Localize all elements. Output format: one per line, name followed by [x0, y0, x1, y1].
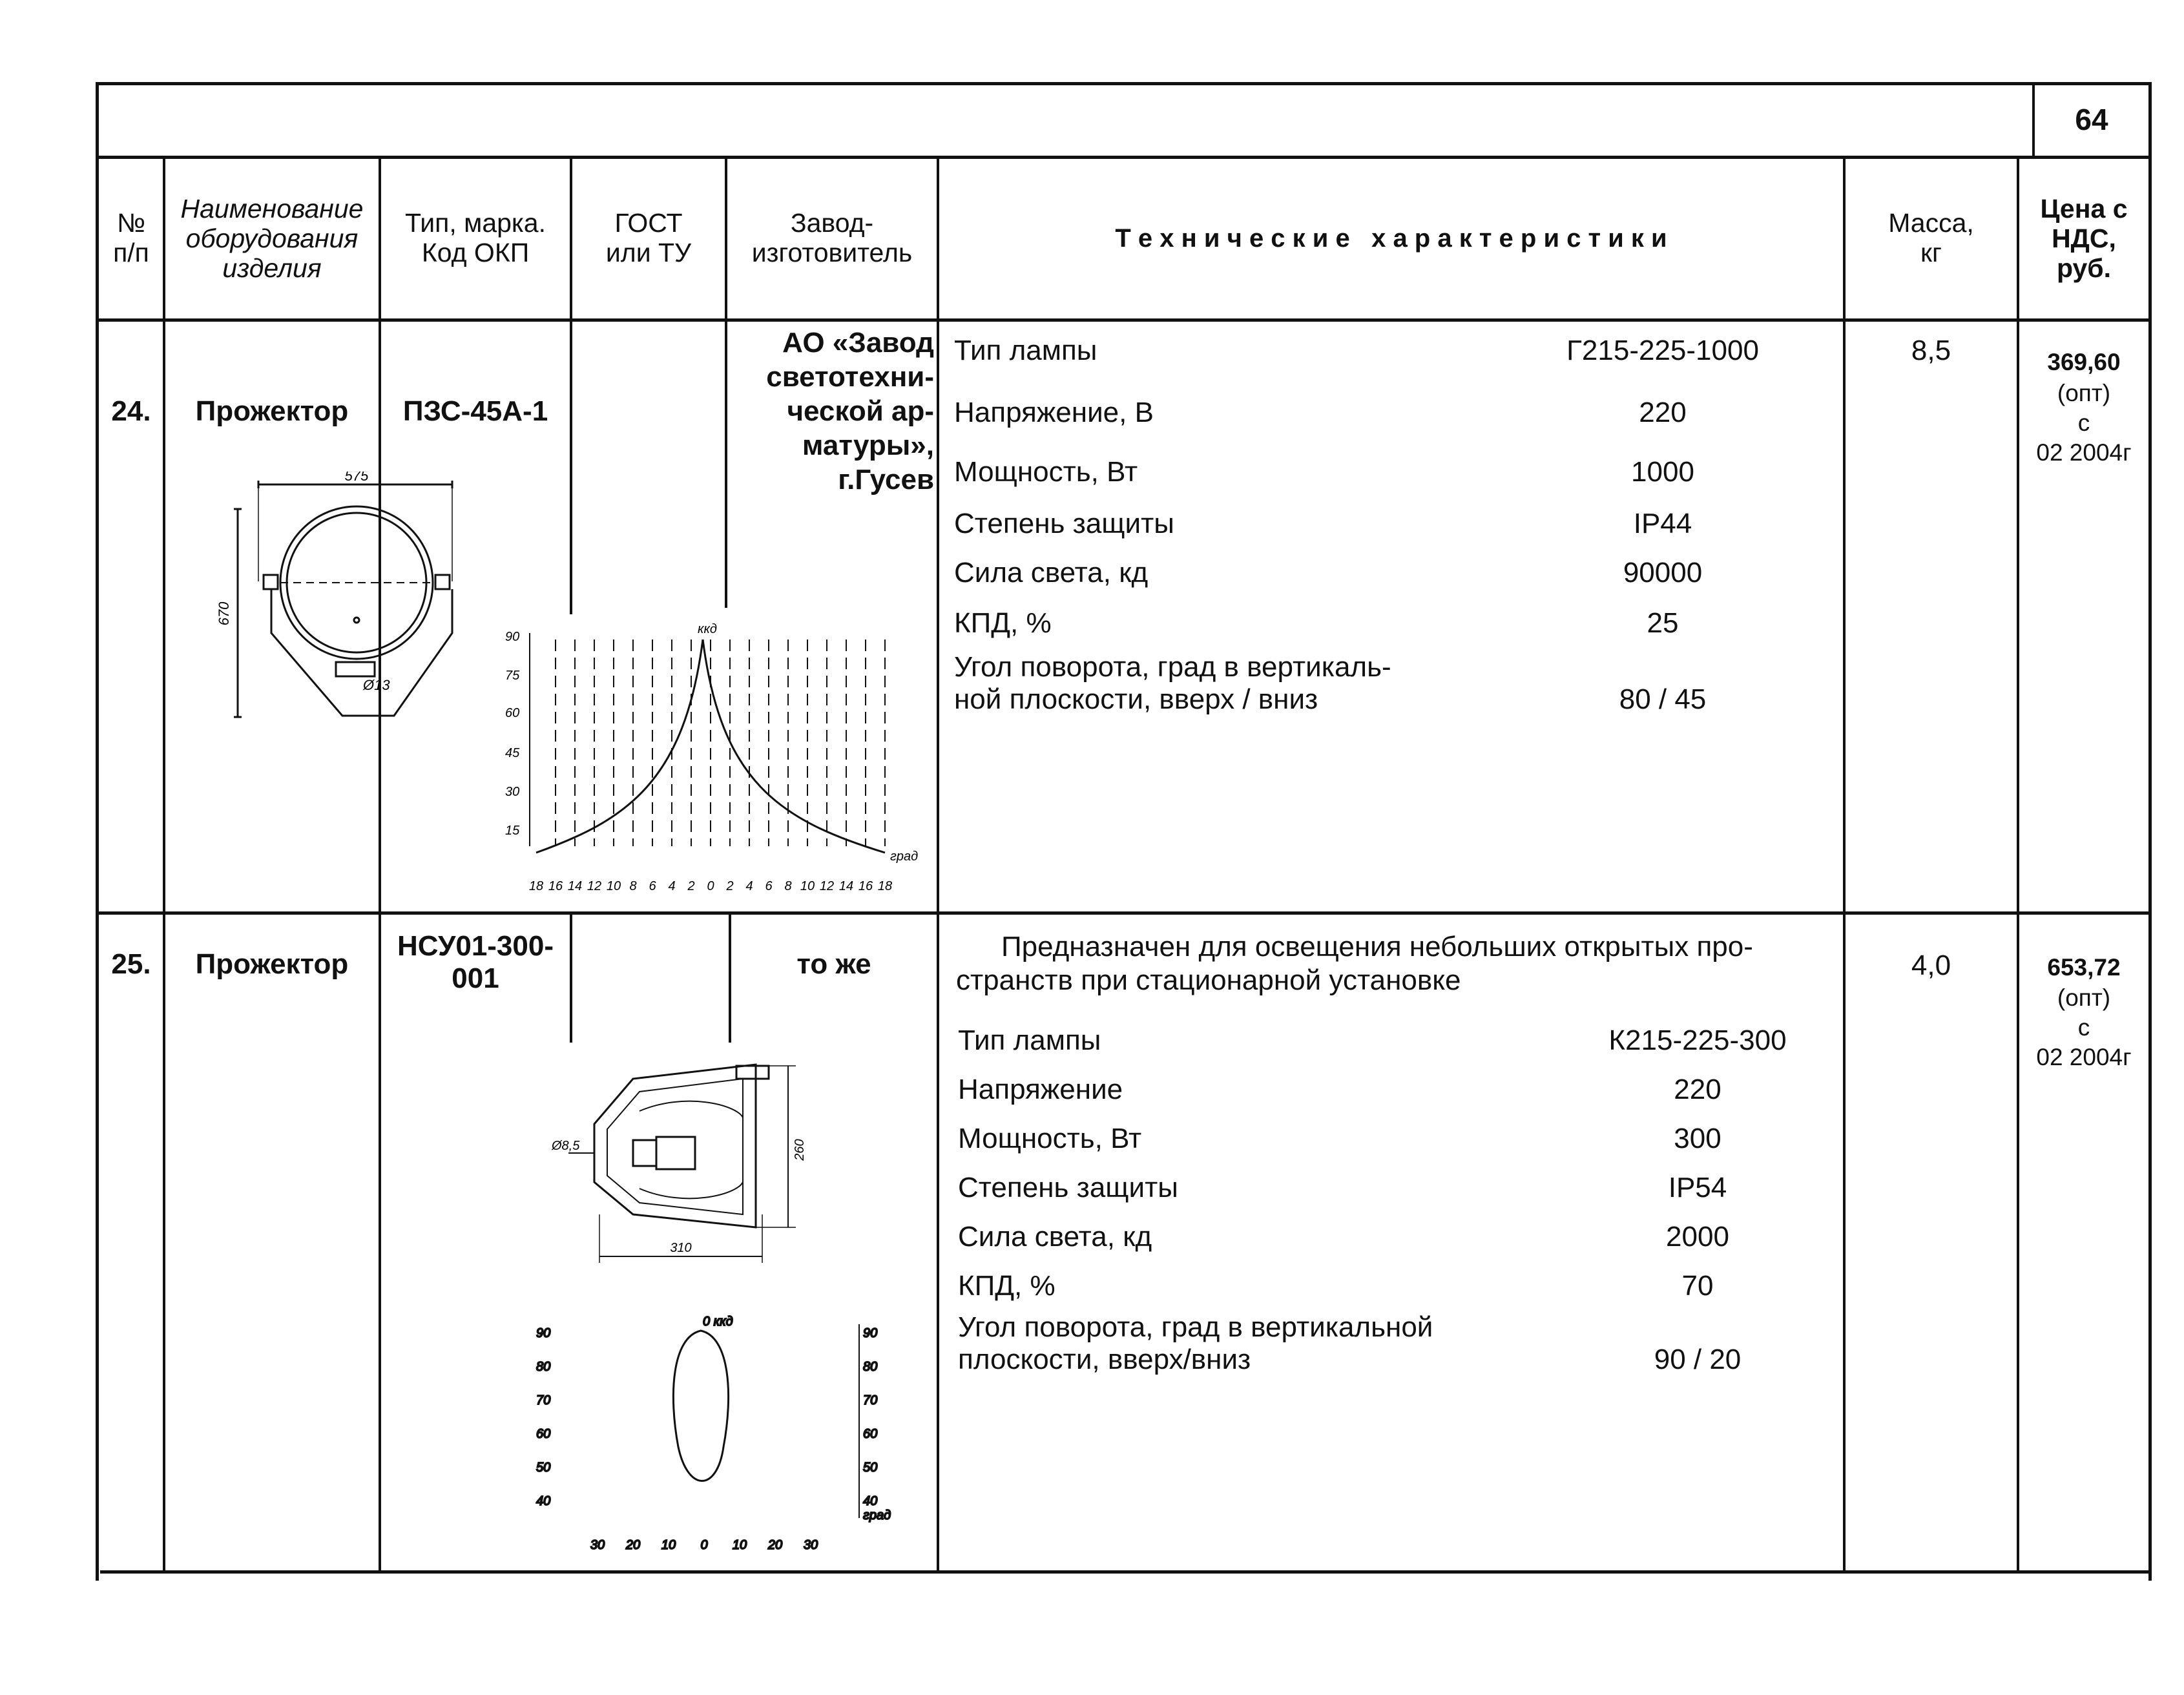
chart-peak-label: 0 ккд — [703, 1315, 733, 1329]
y-tick-label: 75 — [505, 669, 520, 683]
spec-label: Степень защиты — [954, 508, 1174, 539]
y-tick-label: 60 — [863, 1427, 878, 1441]
price-value: 653,72 — [2047, 954, 2121, 981]
photometric-curve-chart — [523, 1298, 924, 1557]
spec-value: Г215-225-1000 — [1566, 335, 1759, 366]
x-tick-label: 20 — [625, 1538, 641, 1552]
drawing-dim-height: 260 — [793, 1139, 807, 1161]
y-tick-label: 90 — [505, 630, 520, 644]
drawing-dim-width: 575 — [344, 472, 369, 484]
floodlight-drawing — [213, 472, 484, 730]
x-tick-label: 2 — [687, 879, 695, 893]
y-tick-label: 60 — [505, 706, 520, 720]
y-tick-label: 50 — [536, 1461, 551, 1475]
floodlight-drawing — [543, 1053, 827, 1273]
spec-value: К215-225-300 — [1608, 1024, 1787, 1056]
spec-label: КПД, % — [954, 607, 1052, 639]
x-tick-label: 12 — [819, 879, 835, 893]
spec-value: IP54 — [1668, 1172, 1727, 1203]
drawing-dim-hole: Ø13 — [363, 677, 390, 693]
y-tick-label: 80 — [863, 1360, 878, 1374]
column-header-type: Тип, марка. Код ОКП — [405, 208, 546, 267]
x-axis-unit: град — [863, 1508, 891, 1523]
spec-label: Сила света, кд — [954, 557, 1149, 588]
product-description: Предназначен для освещения небольших открытых про- странств при стационарной установке — [956, 931, 1753, 996]
spec-label: Тип лампы — [954, 335, 1097, 366]
product-name: Прожектор — [195, 948, 349, 980]
y-tick-label: 60 — [536, 1427, 551, 1441]
spec-value: 2000 — [1666, 1221, 1729, 1253]
price-value: 369,60 — [2047, 349, 2121, 375]
x-tick-label: 10 — [732, 1538, 747, 1552]
product-name: Прожектор — [195, 395, 349, 427]
y-tick-label: 40 — [536, 1494, 551, 1508]
y-tick-label: 70 — [536, 1393, 551, 1408]
spec-value: 90 / 20 — [1654, 1344, 1742, 1375]
product-type: НСУ01-300- 001 — [397, 930, 554, 994]
x-tick-label: 2 — [726, 879, 734, 893]
price-note: (опт) с 02 2004г — [2036, 380, 2132, 466]
column-header-gost: ГОСТ или ТУ — [605, 208, 692, 267]
x-tick-label: 10 — [606, 879, 621, 893]
y-tick-label: 40 — [863, 1494, 878, 1508]
y-tick-label: 80 — [536, 1360, 551, 1374]
x-tick-label: 14 — [567, 879, 583, 893]
x-tick-label: 16 — [548, 879, 563, 893]
spec-label: Степень защиты — [958, 1172, 1178, 1203]
y-tick-label: 90 — [863, 1326, 878, 1340]
y-tick-label: 45 — [505, 746, 520, 760]
x-tick-label: 0 — [700, 1538, 708, 1552]
price-note: (опт) с 02 2004г — [2036, 984, 2132, 1070]
spec-label: Напряжение, В — [954, 397, 1154, 428]
spec-value: 25 — [1647, 607, 1679, 639]
x-tick-label: 20 — [767, 1538, 783, 1552]
spec-value: 70 — [1681, 1270, 1714, 1302]
x-tick-label: 8 — [629, 879, 637, 893]
row-number: 25. — [111, 948, 151, 980]
y-tick-label: 15 — [505, 824, 520, 838]
mass-value: 4,0 — [1911, 950, 1951, 981]
row-number: 24. — [111, 395, 151, 427]
x-tick-label: 0 — [707, 879, 714, 893]
drawing-dim-height: 670 — [216, 601, 232, 626]
spec-label: Тип лампы — [958, 1024, 1101, 1056]
drawing-dim-length: 310 — [670, 1241, 692, 1255]
x-tick-label: 4 — [745, 879, 753, 893]
column-header-specs: Т е х н и ч е с к и е х а р а к т е р и с т и к и — [1115, 224, 1667, 253]
product-type: ПЗС-45А-1 — [402, 395, 548, 427]
photometric-curve-chart — [497, 614, 950, 898]
spec-value: 220 — [1674, 1074, 1721, 1105]
spec-value: 90000 — [1623, 557, 1703, 588]
spec-label: Напряжение — [958, 1074, 1123, 1105]
x-tick-label: 30 — [803, 1538, 818, 1552]
x-tick-label: 12 — [587, 879, 602, 893]
spec-label: Мощность, Вт — [958, 1123, 1142, 1154]
y-tick-label: 50 — [863, 1461, 878, 1475]
x-tick-label: 8 — [784, 879, 792, 893]
y-tick-label: 30 — [505, 785, 520, 799]
y-tick-label: 70 — [863, 1393, 878, 1408]
spec-label: Угол поворота, град в вертикаль- ной плоскости, вверх / вниз — [954, 651, 1391, 715]
x-axis-unit: град — [890, 849, 919, 864]
page-number: 64 — [2075, 103, 2108, 136]
x-tick-label: 6 — [765, 879, 773, 893]
x-tick-label: 16 — [858, 879, 873, 893]
x-tick-label: 10 — [661, 1538, 676, 1552]
spec-label: КПД, % — [958, 1270, 1056, 1302]
spec-value: 80 / 45 — [1619, 683, 1707, 715]
column-header-num: № п/п — [113, 208, 149, 267]
x-tick-label: 30 — [590, 1538, 605, 1552]
y-tick-label: 90 — [536, 1326, 551, 1340]
manufacturer: АО «Завод светотехни- ческой ар- матуры», г.Гусев — [766, 327, 934, 495]
column-header-price: Цена с НДС, руб. — [2040, 194, 2128, 283]
spec-value: 300 — [1674, 1123, 1721, 1154]
x-tick-label: 10 — [800, 879, 815, 893]
x-tick-label: 6 — [649, 879, 656, 893]
column-header-name: Наименование оборудования изделия — [180, 194, 364, 283]
column-header-mass: Масса, кг — [1888, 208, 1974, 267]
spec-value: 1000 — [1631, 456, 1694, 488]
spec-value: IP44 — [1633, 508, 1692, 539]
x-tick-label: 4 — [668, 879, 676, 893]
x-tick-label: 14 — [838, 879, 854, 893]
drawing-dim-hole: Ø8,5 — [552, 1139, 580, 1153]
spec-label: Сила света, кд — [958, 1221, 1152, 1253]
mass-value: 8,5 — [1911, 335, 1951, 366]
spec-label: Угол поворота, град в вертикальной плоскости, вверх/вниз — [958, 1311, 1433, 1375]
x-tick-label: 18 — [528, 879, 544, 893]
spec-label: Мощность, Вт — [954, 456, 1138, 488]
spec-value: 220 — [1639, 397, 1687, 428]
chart-peak-label: ккд — [698, 622, 717, 636]
manufacturer: то же — [796, 948, 871, 980]
column-header-maker: Завод- изготовитель — [751, 208, 913, 267]
x-tick-label: 18 — [877, 879, 893, 893]
